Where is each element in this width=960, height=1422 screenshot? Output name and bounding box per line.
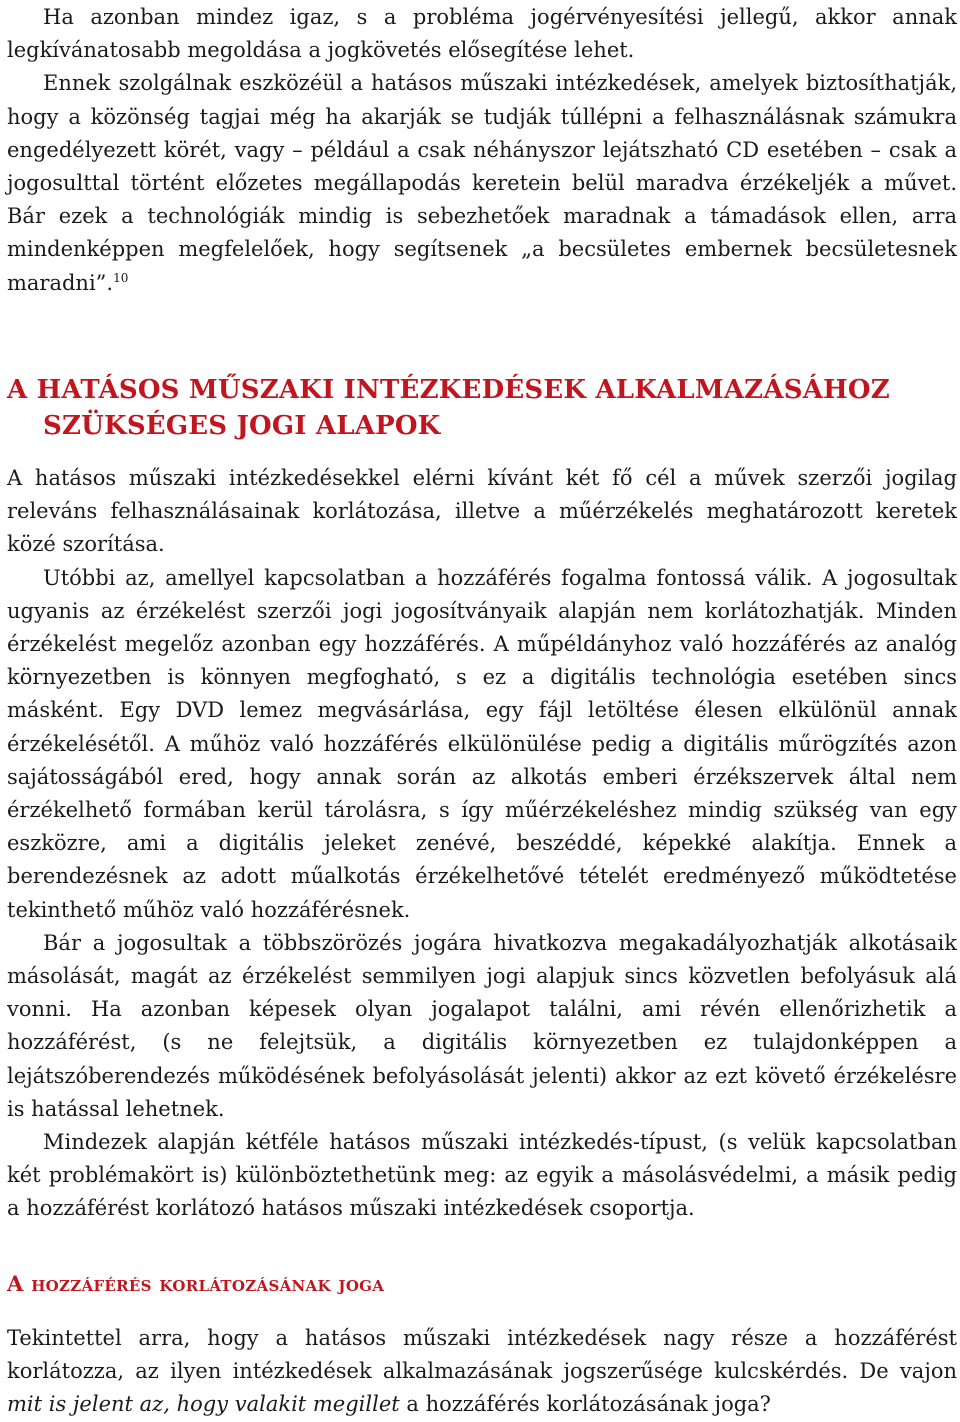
section2-text-start: Tekintettel arra, hogy a hatásos műszaki intézkedések nagy része a hozzáférést korlátozza, az ilyen intézkedések alkalmazásának jogszerűsége kulcskérdés. De vajon — [7, 1326, 957, 1384]
intro-paragraph-2-text: Ennek szolgálnak eszközéül a hatásos műszaki intézkedések, amelyek biztosíthatják, hogy a közönség tagjai még ha akarják se tudják túllépni a felhasználásnak számukra engedélyezett körét, vagy – például a csak néhányszor lejátszható CD esetében – csak a jogosulttal történt előzetes megállapodás keretein belül maradva érzékeljék a művet. Bár ezek a technológiák mindig is sebezhetőek maradnak a támadások ellen, arra mindenképpen megfelelőek, hogy segítsenek „a becsületes embernek becsületesnek maradni”. — [7, 71, 957, 295]
intro-paragraph-1: Ha azonban mindez igaz, s a probléma jogérvényesítési jellegű, akkor annak legkívánatosabb megoldása a jogkövetés elősegítése lehet. — [7, 5, 957, 63]
intro-paragraph-2 — [7, 67, 957, 299]
intro-block — [7, 1, 957, 300]
section2-text-italic: mit is jelent az, hogy valakit megillet — [7, 1392, 400, 1417]
section1-paragraph-3: Bár a jogosultak a többszörözés jogára hivatkozva megakadályozhatják alkotásaik másolását, magát az érzékelést semmilyen jogi alapjuk sincs közvetlen befolyásuk alá vonni. Ha azonban képesek olyan jogalapot találni, ami révén ellenőrizhetik a hozzáférést, (s ne felejtsük, a digitális környezetben ez tulajdonképpen a lejátszóberendezés működésének befolyásolását jelenti) akkor az ezt követő érzékelésre is hatással lehetnek. — [7, 930, 957, 1121]
section2-paragraph-1 — [7, 1322, 957, 1422]
section-heading-main — [7, 372, 957, 444]
section1-body — [7, 462, 957, 1226]
section2-text-end: a hozzáférés korlátozásának joga? — [399, 1392, 771, 1417]
section1-paragraph-2: Utóbbi az, amellyel kapcsolatban a hozzáférés fogalma fontossá válik. A jogosultak ugyanis az érzékelést szerzői jogi jogosítványaik alapján nem korlátozhatják. Minden érzékelést megelőz azonban egy hozzáférés. A műpéldányhoz való hozzáférés az analóg környezetben is könnyen megfogható, s ez a digitális technológia esetében sincs másként. Egy DVD lemez megvásárlása, egy fájl letöltése élesen elkülönül annak érzékelésétől. A műhöz való hozzáférés elkülönülése pedig a digitális műrögzítés azon sajátosságából ered, hogy annak során az alkotás emberi érzékszervek által nem érzékelhető formában kerül tárolásra, s így műérzékeléshez mindig szükség van egy eszközre, ami a digitális jeleket zenévé, beszéddé, képekké alakítja. Ennek a berendezésnek az adott műalkotás érzékelhetővé tételét eredményező működtetése tekinthető műhöz való hozzáférésnek. — [7, 565, 957, 922]
section2-body — [7, 1322, 957, 1422]
section-heading-main-line2: SZÜKSÉGES JOGI ALAPOK — [43, 411, 441, 441]
section1-paragraph-4: Mindezek alapján kétféle hatásos műszaki intézkedés-típust, (s velük kapcsolatban két problémakört is) különböztethetünk meg: az egyik a másolásvédelmi, a másik pedig a hozzáférést korlátozó hatásos műszaki intézkedések csoportja. — [7, 1130, 957, 1221]
footnote-reference[interactable]: 10 — [113, 270, 129, 285]
section1-paragraph-1: A hatásos műszaki intézkedésekkel elérni kívánt két fő cél a művek szerzői jogilag releváns felhasználásainak korlátozása, illetve a műérzékelés meghatározott keretek közé szorítása. — [7, 466, 957, 557]
subsection-heading: A hozzáférés korlátozásának joga — [7, 1271, 385, 1296]
section-heading-main-line1: A HATÁSOS MŰSZAKI INTÉZKEDÉSEK ALKALMAZÁSÁHOZ — [7, 375, 890, 405]
